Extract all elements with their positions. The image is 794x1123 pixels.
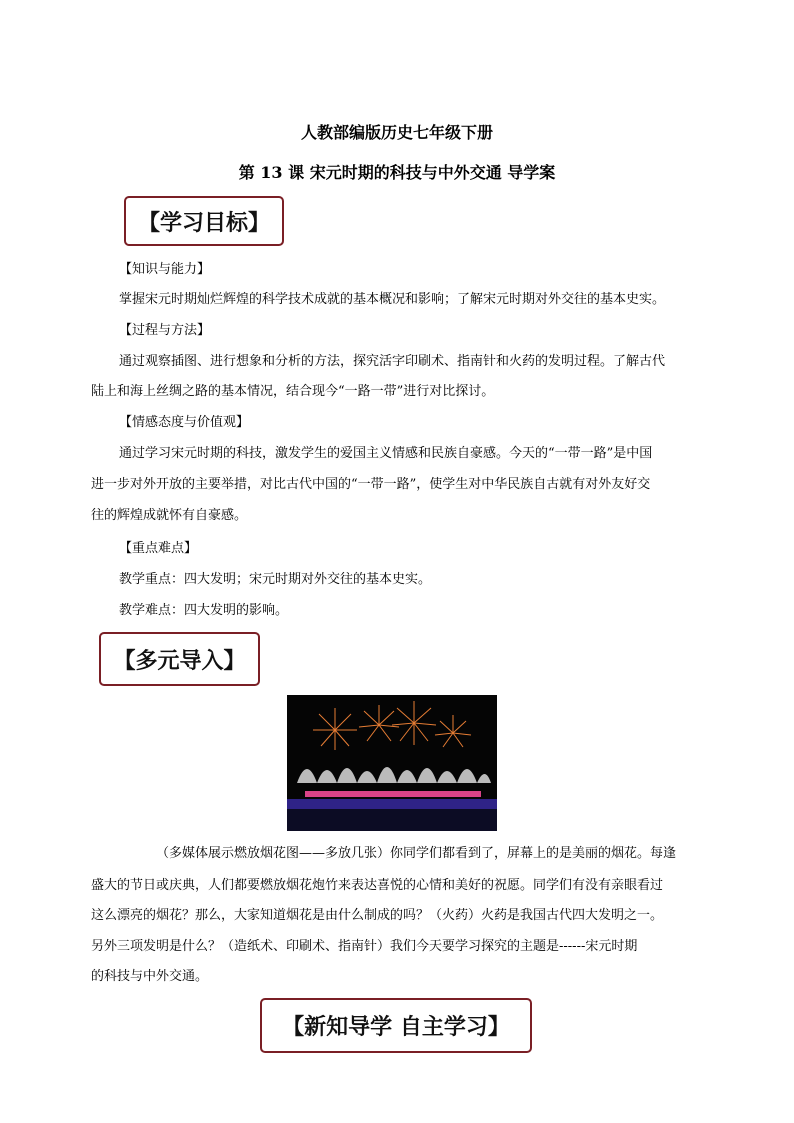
intro-text-line: 另外三项发明是什么？（造纸术、印刷术、指南针）我们今天要学习探究的主题是------宋元时期: [91, 939, 638, 954]
emotion-text-line: 进一步对外开放的主要举措，对比古代中国的“一带一路”，使学生对中华民族自古就有对外友好交: [91, 477, 651, 492]
emotion-text-line: 通过学习宋元时期的科技，激发学生的爱国主义情感和民族自豪感。今天的“一带一路”是中国: [119, 446, 653, 461]
fireworks-photo: [287, 695, 497, 831]
document-title: 人教部编版历史七年级下册: [300, 123, 493, 142]
intro-text-line: 的科技与中外交通。: [91, 969, 209, 984]
intro-text-line: 这么漂亮的烟花？那么，大家知道烟花是由什么制成的吗？（火药）火药是我国古代四大发明之一。: [91, 908, 664, 923]
emotion-label: 【情感态度与价值观】: [119, 415, 250, 430]
section-heading-goals: 【学习目标】: [124, 196, 284, 246]
process-text-line: 通过观察插图、进行想象和分析的方法，探究活字印刷术、指南针和火药的发明过程。了解古代: [119, 354, 666, 369]
knowledge-label: 【知识与能力】: [119, 262, 211, 277]
key-difficult-label: 【重点难点】: [119, 541, 198, 556]
fireworks-image: [287, 695, 497, 831]
knowledge-text: 掌握宋元时期灿烂辉煌的科学技术成就的基本概况和影响；了解宋元时期对外交往的基本史实。: [119, 292, 666, 307]
section-heading-intro: 【多元导入】: [99, 632, 260, 686]
difficult-point: 教学难点：四大发明的影响。: [119, 603, 289, 618]
key-point: 教学重点：四大发明；宋元时期对外交往的基本史实。: [119, 572, 432, 587]
process-label: 【过程与方法】: [119, 323, 211, 338]
intro-text-line: （多媒体展示燃放烟花图——多放几张）你同学们都看到了，屏幕上的是美丽的烟花。每逢: [156, 846, 677, 861]
section-heading-study: 【新知导学 自主学习】: [260, 998, 532, 1053]
lesson-title: 第 13 课 宋元时期的科技与中外交通 导学案: [238, 163, 556, 182]
process-text-line: 陆上和海上丝绸之路的基本情况，结合现今“一路一带”进行对比探讨。: [91, 384, 495, 399]
intro-text-line: 盛大的节日或庆典，人们都要燃放烟花炮竹来表达喜悦的心情和美好的祝愿。同学们有没有亲眼看过: [91, 878, 664, 893]
emotion-text-line: 往的辉煌成就怀有自豪感。: [91, 508, 248, 523]
